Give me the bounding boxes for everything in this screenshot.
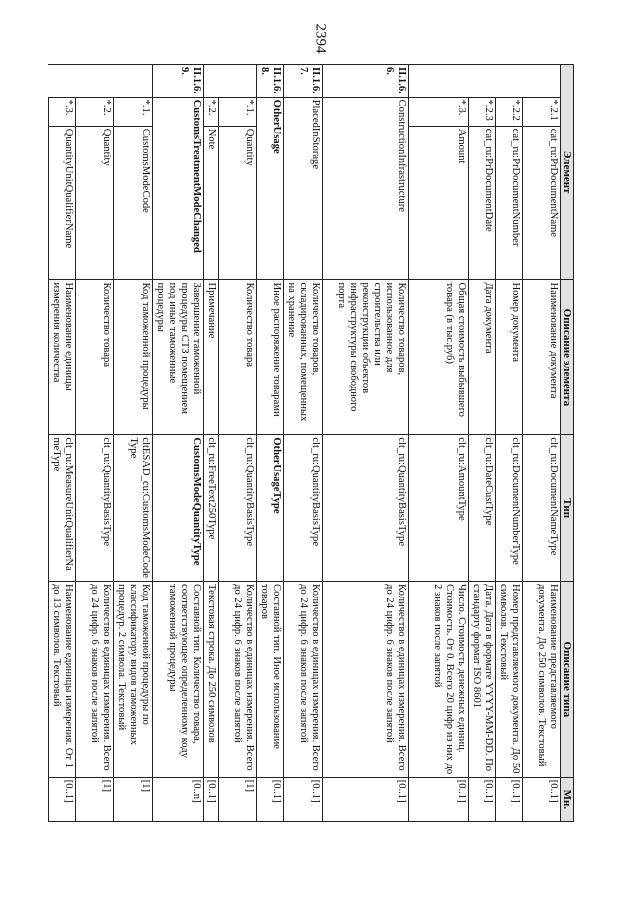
row-code	[76, 65, 114, 98]
table-row	[76, 65, 114, 822]
row-element-name: Quantity	[219, 126, 257, 280]
row-type: CustomsModeQuantityType	[153, 435, 204, 582]
row-code: II.1.6.6.	[323, 65, 409, 98]
row-type: clt_ru:DocumentNameType	[523, 435, 561, 582]
row-description: Наименование документа	[523, 280, 561, 435]
row-element-name: Amount	[409, 126, 469, 280]
table-row	[409, 65, 469, 822]
row-description: Количество товара	[219, 280, 257, 435]
header-row	[561, 65, 574, 822]
row-type-description: Количество в единицах измерения. Всего до 24 цифр. 6 знаков после запятой	[219, 582, 257, 778]
rotated-table-area	[51, 64, 574, 822]
row-description: Количество товара	[76, 280, 114, 435]
row-type-description: Наименование представляемого документа. До 250 символов. Текстовый	[523, 582, 561, 778]
row-multiplicity: [0..1]	[469, 777, 496, 821]
table-row	[496, 65, 523, 822]
header-type: Тип	[561, 435, 574, 582]
row-multiplicity: [0..1]	[204, 777, 219, 821]
row-marker: *.2.	[204, 97, 219, 126]
row-type: clt_ru:DocumentNumberType	[496, 435, 523, 582]
row-description: Завершение таможенной процедуры СТЗ помещением под иные таможенные процедуры	[153, 280, 204, 435]
table-row	[284, 65, 323, 822]
page-number: 2394	[312, 23, 329, 54]
row-description: Количество товаров, использованное для строительства или реконструкции объектов инфраструктуры свободного порта	[323, 280, 409, 435]
row-type-description: Количество в единицах измерения. Всего до 24 цифр. 6 знаков после запятой	[76, 582, 114, 778]
row-description: Номер документа	[496, 280, 523, 435]
row-type: clt_ru:QuantityBasisType	[323, 435, 409, 582]
row-marker: *.1.	[219, 97, 257, 126]
table-row	[49, 65, 76, 822]
row-marker: *.3.	[49, 97, 76, 126]
table-row	[153, 65, 204, 822]
row-type: clt_ru:QuantityBasisType	[284, 435, 323, 582]
row-type-description: Число. Стоимость денежных единиц. Стоимость. От 0. Всего 20 цифр из них до 2 знаков после запятой	[409, 582, 469, 778]
row-type-description: Количество в единицах измерения. Всего до 24 цифр. 6 знаков после запятой	[284, 582, 323, 778]
header-type-description: Описание типа	[561, 582, 574, 778]
row-code	[523, 65, 561, 98]
table-row	[523, 65, 561, 822]
row-marker: *.2.1	[523, 97, 561, 126]
header-multiplicity: Мн.	[561, 777, 574, 821]
row-multiplicity: [0..n]	[153, 777, 204, 821]
row-code	[49, 65, 76, 98]
row-description: Общая стоимость выбывшего товара (в тыс.руб)	[409, 280, 469, 435]
table-row	[219, 65, 257, 822]
element-table	[48, 64, 574, 822]
header-description: Описание элемента	[561, 280, 574, 435]
row-type-description: Наименование единицы измерения. От 1 до 13 символов. Текстовый	[49, 582, 76, 778]
row-code	[409, 65, 469, 98]
row-type-description: Дата. Дата в формате YYYY-MM-DD. По стандарту формат ISO 8601	[469, 582, 496, 778]
row-marker: *.2.3	[469, 97, 496, 126]
row-element-name: CustomsModeCode	[114, 126, 153, 280]
row-element-name: PlacedInStorage	[284, 97, 323, 280]
row-type-description: Количество в единицах измерения. Всего до 24 цифр. 6 знаков после запятой	[323, 582, 409, 778]
table-row	[204, 65, 219, 822]
table-row	[114, 65, 153, 822]
row-type-description: Код таможенной процедуры по классификатору видов таможенных процедур. 2 символа. Текстовый	[114, 582, 153, 778]
row-code	[204, 65, 219, 98]
row-code	[496, 65, 523, 98]
header-element: Элемент	[561, 65, 574, 280]
row-description: Наименование единицы измерения количества	[49, 280, 76, 435]
row-marker: *.3.	[409, 97, 469, 126]
row-multiplicity: [0..1]	[323, 777, 409, 821]
row-element-name: cat_ru:PrDocumentNumber	[496, 126, 523, 280]
row-element-name: Note	[204, 126, 219, 280]
row-element-name: QuantityUnitQualifierName	[49, 126, 76, 280]
row-description: Иное распоряжение товарами	[257, 280, 284, 435]
row-description: Примечание	[204, 280, 219, 435]
row-type-description: Составной тип. Иное использование товаров	[257, 582, 284, 778]
row-element-name: cat_ru:PrDocumentDate	[469, 126, 496, 280]
row-type-description: Номер представляемого документа. До 50 символов. Текстовый	[496, 582, 523, 778]
row-type: clt_ru:FreeText250Type	[204, 435, 219, 582]
row-element-name: ConstructionInfrastructure	[323, 97, 409, 280]
row-element-name: OtherUsage	[257, 97, 284, 280]
row-type: clt_ru:AmountType	[409, 435, 469, 582]
row-multiplicity: [1]	[219, 777, 257, 821]
row-type: clt_ru:QuantityBasisType	[219, 435, 257, 582]
row-element-name: Quantity	[76, 126, 114, 280]
row-multiplicity: [0..1]	[523, 777, 561, 821]
row-code: II.1.6.9.	[153, 65, 204, 98]
table-row	[469, 65, 496, 822]
row-multiplicity: [0..1]	[49, 777, 76, 821]
row-description: Количество товаров, складированных, помещенных на хранение	[284, 280, 323, 435]
row-description: Код таможенной процедуры	[114, 280, 153, 435]
table-row	[323, 65, 409, 822]
table-container	[51, 64, 574, 822]
row-code: II.1.6.7.	[284, 65, 323, 98]
row-marker: *.2.2	[496, 97, 523, 126]
row-type-description: Текстовая строка. До 250 символов	[204, 582, 219, 778]
row-multiplicity: [1]	[114, 777, 153, 821]
row-multiplicity: [0..1]	[409, 777, 469, 821]
row-element-name: CustomsTreatmentModeChanged	[153, 97, 204, 280]
row-code	[219, 65, 257, 98]
row-element-name: cat_ru:PrDocumentName	[523, 126, 561, 280]
row-code	[469, 65, 496, 98]
row-code	[114, 65, 153, 98]
row-type: cltESAD_cu:CustomsModeCodeType	[114, 435, 153, 582]
row-marker: *.2.	[76, 97, 114, 126]
row-multiplicity: [0..1]	[257, 777, 284, 821]
row-code: II.1.6.8.	[257, 65, 284, 98]
table-row	[257, 65, 284, 822]
row-description: Дата документа	[469, 280, 496, 435]
row-type: clt_ru:MeasureUnitQualifierNameType	[49, 435, 76, 582]
row-multiplicity: [1]	[76, 777, 114, 821]
row-marker: *.1.	[114, 97, 153, 126]
row-multiplicity: [0..1]	[496, 777, 523, 821]
row-type-description: Составной тип. Количество товара, соответствующее определенному коду таможенной процедуры	[153, 582, 204, 778]
row-type: clt_ru:QuantityBasisType	[76, 435, 114, 582]
row-type: clt_ru:DateCustType	[469, 435, 496, 582]
row-type: OtherUsageType	[257, 435, 284, 582]
row-multiplicity: [0..1]	[284, 777, 323, 821]
